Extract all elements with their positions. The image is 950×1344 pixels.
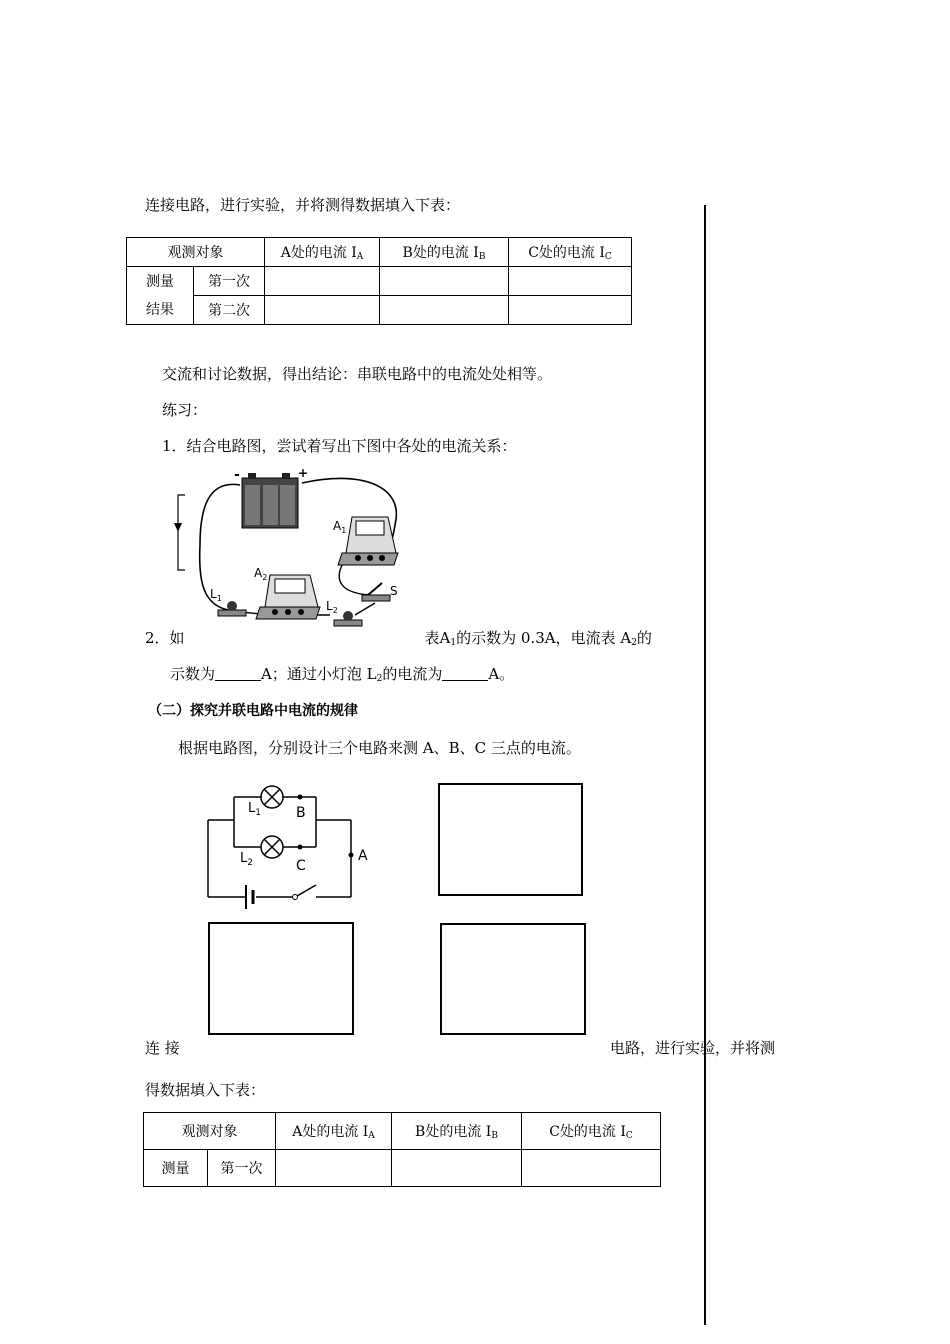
header-cell-a: A处的电流 $I_A$ — [265, 238, 380, 267]
header-cell-b: B处的电流 $I_B$ — [380, 238, 509, 267]
switch-icon — [362, 583, 390, 601]
conclusion-text: 交流和讨论数据，得出结论：串联电路中的电流处处相等。 — [162, 365, 553, 383]
ammeter-a1-icon — [338, 517, 398, 565]
point-a-label: A — [358, 848, 368, 864]
header-cell-a: A处的电流 $I_A$ — [276, 1113, 392, 1150]
design-box-1[interactable] — [438, 783, 583, 896]
table-cell[interactable] — [276, 1150, 392, 1187]
ammeter-a2-label: $A_2$ — [254, 566, 268, 582]
header-cell-b: B处的电流 $I_B$ — [392, 1113, 522, 1150]
section-2-text: 根据电路图，分别设计三个电路来测 A、B、C 三点的电流。 — [178, 739, 581, 757]
answer-blank-1[interactable] — [215, 666, 261, 681]
lamp-l2-symbol-label: $L_2$ — [240, 851, 253, 868]
lamp-l1-symbol-label: $L_1$ — [248, 801, 261, 818]
row-label-first: 第一次 — [194, 267, 265, 296]
point-c-dot — [298, 845, 303, 850]
lamp-l1-symbol-icon — [261, 786, 283, 808]
intro-text-2: 得数据填入下表： — [145, 1081, 266, 1099]
series-circuit-figure — [170, 465, 410, 637]
battery-icon — [242, 473, 298, 528]
battery-plus-label: + — [298, 466, 309, 480]
ammeter-a1-label: $A_1$ — [333, 519, 347, 535]
header-cell-object: 观测对象 — [144, 1113, 276, 1150]
design-box-2[interactable] — [208, 922, 354, 1035]
margin-rule — [704, 205, 706, 1325]
design-box-3[interactable] — [440, 923, 586, 1035]
table-cell[interactable] — [392, 1150, 522, 1187]
table-cell[interactable] — [522, 1150, 661, 1187]
parallel-circuit-figure — [196, 775, 396, 910]
point-c-label: C — [296, 858, 306, 874]
connect-text-right: 电路，进行实验，并将测 — [610, 1039, 776, 1057]
parallel-data-table — [143, 1112, 661, 1187]
table-cell[interactable] — [509, 296, 632, 325]
header-cell-c: C处的电流 $I_C$ — [509, 238, 632, 267]
question-2-line-1: 2．如 表$A_1$的示数为 0.3A，电流表 $A_2$的 — [145, 629, 652, 648]
row-group-label: 测量 — [144, 1150, 208, 1187]
row-label-first: 第一次 — [208, 1150, 276, 1187]
row-group-label: 测量 结果 — [127, 267, 194, 325]
lamp-l1-label: $L_1$ — [210, 587, 222, 603]
question-2-line-2: 示数为 A；通过小灯泡 $L_2$的电流为 A。 — [170, 665, 515, 684]
table-cell[interactable] — [380, 296, 509, 325]
battery-minus-label: - — [234, 467, 240, 483]
lamp-l2-symbol-icon — [261, 836, 283, 858]
point-b-dot — [298, 795, 303, 800]
switch-label: S — [390, 584, 398, 598]
lamp-l2-label: $L_2$ — [326, 599, 338, 615]
point-b-label: B — [296, 805, 306, 821]
table-cell[interactable] — [265, 296, 380, 325]
question-1: 1．结合电路图，尝试着写出下图中各处的电流关系： — [162, 437, 517, 455]
series-data-table — [126, 237, 632, 325]
header-cell-object: 观测对象 — [127, 238, 265, 267]
battery-symbol-icon — [246, 885, 253, 909]
switch-symbol-icon — [293, 885, 317, 900]
connect-text-left: 连 接 — [145, 1039, 180, 1057]
section-2-title: （二）探究并联电路中电流的规律 — [148, 703, 358, 719]
practice-title: 练习： — [162, 401, 208, 419]
table-cell[interactable] — [509, 267, 632, 296]
row-label-second: 第二次 — [194, 296, 265, 325]
table-cell[interactable] — [265, 267, 380, 296]
intro-text-1: 连接电路，进行实验，并将测得数据填入下表： — [145, 196, 461, 214]
point-a-dot — [349, 853, 354, 858]
table-cell[interactable] — [380, 267, 509, 296]
answer-blank-2[interactable] — [442, 666, 488, 681]
header-cell-c: C处的电流 $I_C$ — [522, 1113, 661, 1150]
